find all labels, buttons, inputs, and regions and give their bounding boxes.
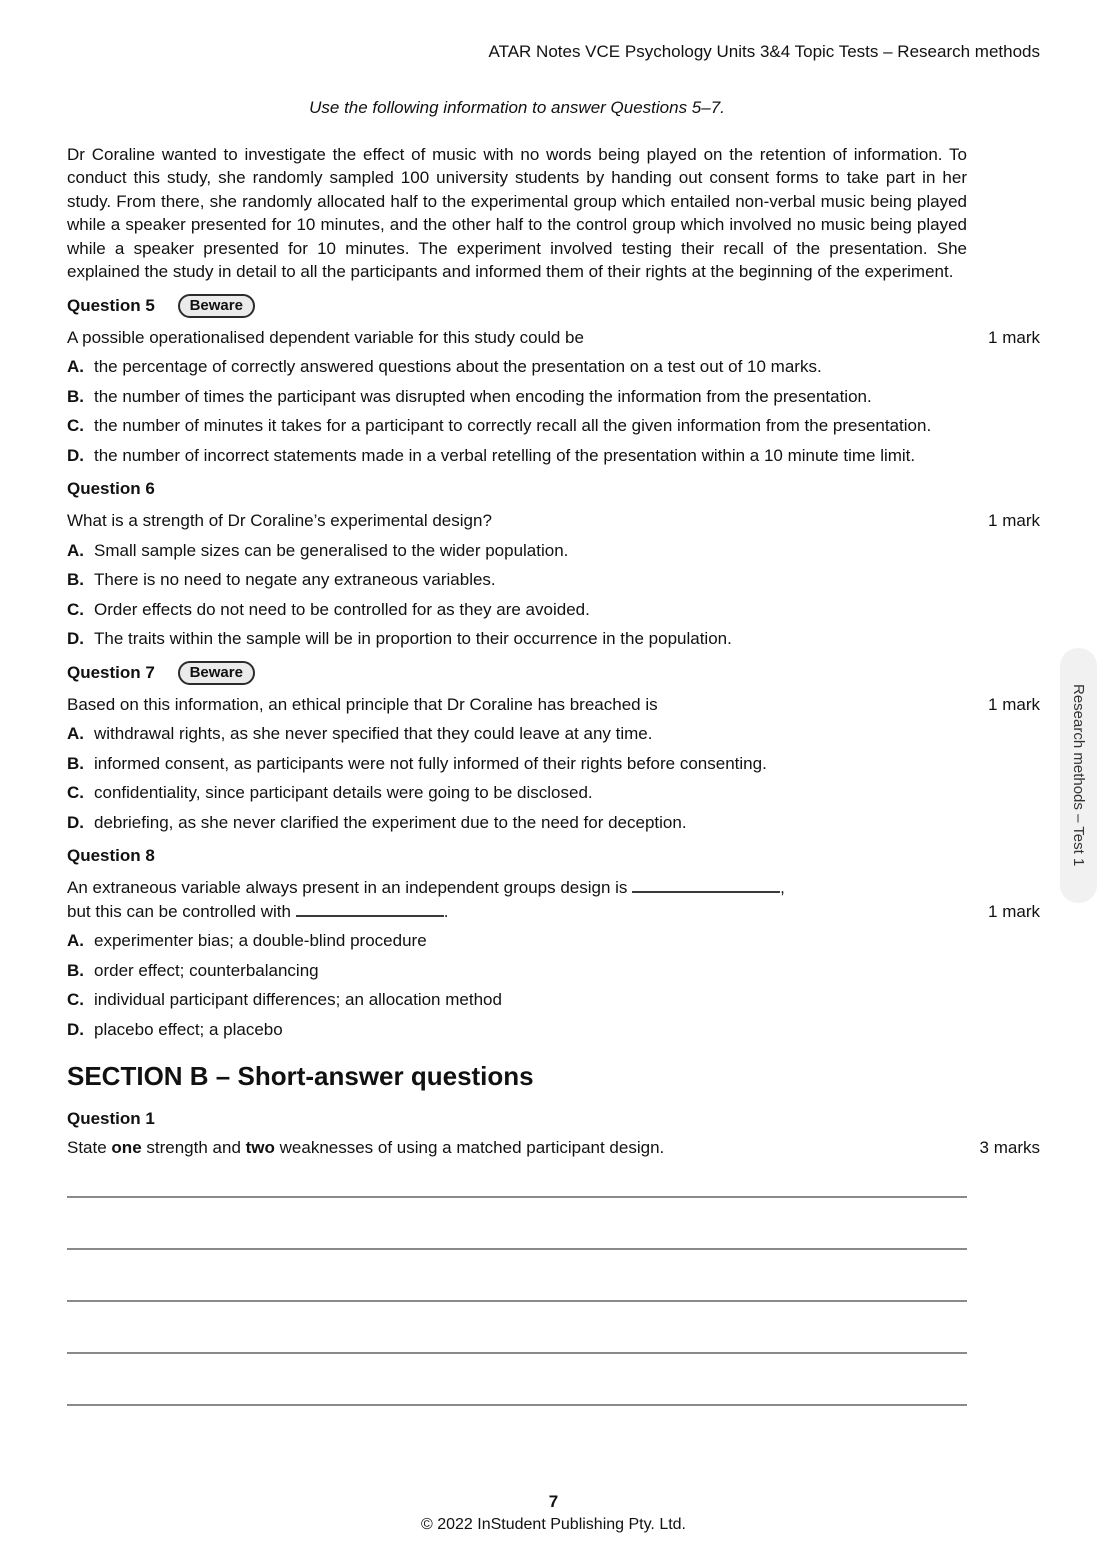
question-6-stem	[67, 509, 1040, 533]
question-5-stem	[67, 326, 1040, 350]
option-text: The traits within the sample will be in proportion to their occurrence in the population.	[94, 629, 732, 648]
section-b-question-1-stem	[67, 1136, 1040, 1160]
stem-text: but this can be controlled with	[67, 901, 291, 921]
option-letter: A.	[67, 357, 84, 376]
marks-label: 1 mark	[988, 327, 1040, 347]
question-8	[67, 844, 1040, 1041]
option-b	[67, 959, 1040, 983]
option-letter: C.	[67, 599, 84, 619]
beware-badge: Beware	[178, 294, 255, 318]
option-c	[67, 414, 1040, 438]
question-label: Question 5	[67, 295, 155, 315]
option-c	[67, 598, 1040, 622]
marks-label: 3 marks	[979, 1138, 1040, 1157]
question-8-stem-line-1	[67, 876, 1040, 900]
option-b	[67, 752, 1040, 776]
option-text: placebo effect; a placebo	[94, 1019, 283, 1039]
option-letter: C.	[67, 783, 84, 802]
answer-line	[67, 1302, 967, 1354]
answer-line	[67, 1198, 967, 1250]
marks-label: 1 mark	[988, 511, 1040, 530]
beware-badge: Beware	[178, 661, 255, 685]
option-letter: D.	[67, 1019, 84, 1039]
option-text: Small sample sizes can be generalised to the wider population.	[94, 540, 569, 560]
option-a	[67, 722, 1040, 746]
stem-suffix: ,	[780, 878, 785, 897]
answer-lines	[67, 1160, 1040, 1406]
marks-label: 1 mark	[988, 694, 1040, 714]
option-text: the number of incorrect statements made in a verbal retelling of the presentation within a 10 minute time limit.	[94, 445, 916, 465]
option-text: experimenter bias; a double-blind procedure	[94, 931, 427, 950]
stem-text: What is a strength of Dr Coraline’s experimental design?	[67, 511, 492, 530]
side-tab-label: Research methods – Test 1	[1070, 684, 1087, 867]
question-6	[67, 477, 1040, 651]
option-text: the number of minutes it takes for a participant to correctly recall all the given information from the presentation.	[94, 416, 932, 435]
option-letter: A.	[67, 931, 84, 950]
page-number: 7	[548, 1492, 559, 1511]
option-c	[67, 781, 1040, 805]
intro-paragraph: Dr Coraline wanted to investigate the effect of music with no words being played on the retention of information. To conduct this study, she randomly sampled 100 university students by handing out consent forms to take part in her study. From there, she randomly allocated half to the experimental group which entailed non-verbal music being played while a speaker presented for 10 minutes, and the other half to the control group which involved no music being played while a speaker presented for 10 minutes. The experiment involved testing their recall of the presentation. She explained the study in detail to all the participants and informed them of their rights at the beginning of the experiment.	[67, 144, 967, 281]
option-text: withdrawal rights, as she never specified that they could leave at any time.	[94, 724, 653, 743]
option-text: informed consent, as participants were not fully informed of their rights before consenting.	[94, 753, 767, 773]
option-d	[67, 627, 1040, 651]
option-letter: A.	[67, 724, 84, 743]
option-letter: B.	[67, 570, 84, 589]
option-b	[67, 568, 1040, 592]
option-letter: D.	[67, 629, 84, 648]
stem-text: weaknesses of using a matched participant design.	[274, 1138, 665, 1157]
copyright-notice: © 2022 InStudent Publishing Pty. Ltd.	[421, 1516, 686, 1533]
question-8-heading	[67, 844, 1040, 868]
option-letter: D.	[67, 812, 84, 832]
stem-text: A possible operationalised dependent variable for this study could be	[67, 327, 584, 347]
option-b	[67, 385, 1040, 409]
question-8-stem-line-2	[67, 900, 1040, 924]
side-tab-research-methods-test-1	[1060, 648, 1097, 903]
section-b-title: SECTION B – Short-answer questions	[67, 1061, 534, 1091]
stem-text-bold: two	[245, 1138, 275, 1157]
question-7-heading	[67, 661, 1040, 685]
question-label: Question 6	[67, 479, 155, 498]
option-letter: B.	[67, 753, 84, 773]
fill-in-blank	[632, 877, 780, 893]
page-header: ATAR Notes VCE Psychology Units 3&4 Topic Tests – Research methods	[488, 42, 1040, 61]
option-text: individual participant differences; an allocation method	[94, 990, 502, 1009]
option-c	[67, 988, 1040, 1012]
option-text: There is no need to negate any extraneous variables.	[94, 570, 496, 589]
option-letter: C.	[67, 990, 84, 1009]
option-letter: D.	[67, 445, 84, 465]
option-d	[67, 811, 1040, 835]
option-a	[67, 355, 1040, 379]
question-7-stem	[67, 693, 1040, 717]
question-label: Question 7	[67, 662, 155, 682]
option-text: Order effects do not need to be controlled for as they are avoided.	[94, 599, 590, 619]
marks-label: 1 mark	[988, 901, 1040, 921]
answer-line	[67, 1354, 967, 1406]
section-b-question-1-label: Question 1	[67, 1109, 155, 1128]
option-letter: B.	[67, 960, 84, 980]
stem-suffix: .	[443, 901, 449, 921]
stem-text: strength and	[141, 1138, 246, 1157]
question-6-heading	[67, 477, 1040, 501]
option-text: confidentiality, since participant details were going to be disclosed.	[94, 783, 593, 802]
option-d	[67, 444, 1040, 468]
question-5-heading	[67, 294, 1040, 318]
option-letter: B.	[67, 386, 84, 406]
option-letter: C.	[67, 416, 84, 435]
answer-line	[67, 1250, 967, 1302]
option-a	[67, 539, 1040, 563]
instruction-line: Use the following information to answer Questions 5–7.	[309, 98, 725, 117]
question-5	[67, 294, 1040, 468]
question-7	[67, 661, 1040, 835]
stem-text: State	[67, 1138, 112, 1157]
fill-in-blank	[296, 901, 444, 917]
option-text: the percentage of correctly answered questions about the presentation on a test out of 10 marks.	[94, 357, 822, 376]
option-text: order effect; counterbalancing	[94, 960, 319, 980]
option-d	[67, 1018, 1040, 1042]
option-text: the number of times the participant was disrupted when encoding the information from the presentation.	[94, 386, 872, 406]
option-text: debriefing, as she never clarified the experiment due to the need for deception.	[94, 812, 687, 832]
option-letter: A.	[67, 540, 84, 560]
option-a	[67, 929, 1040, 953]
question-label: Question 8	[67, 846, 155, 865]
answer-line	[67, 1160, 967, 1198]
stem-text: Based on this information, an ethical principle that Dr Coraline has breached is	[67, 694, 658, 714]
stem-text: An extraneous variable always present in an independent groups design is	[67, 878, 628, 897]
stem-text-bold: one	[111, 1138, 142, 1157]
